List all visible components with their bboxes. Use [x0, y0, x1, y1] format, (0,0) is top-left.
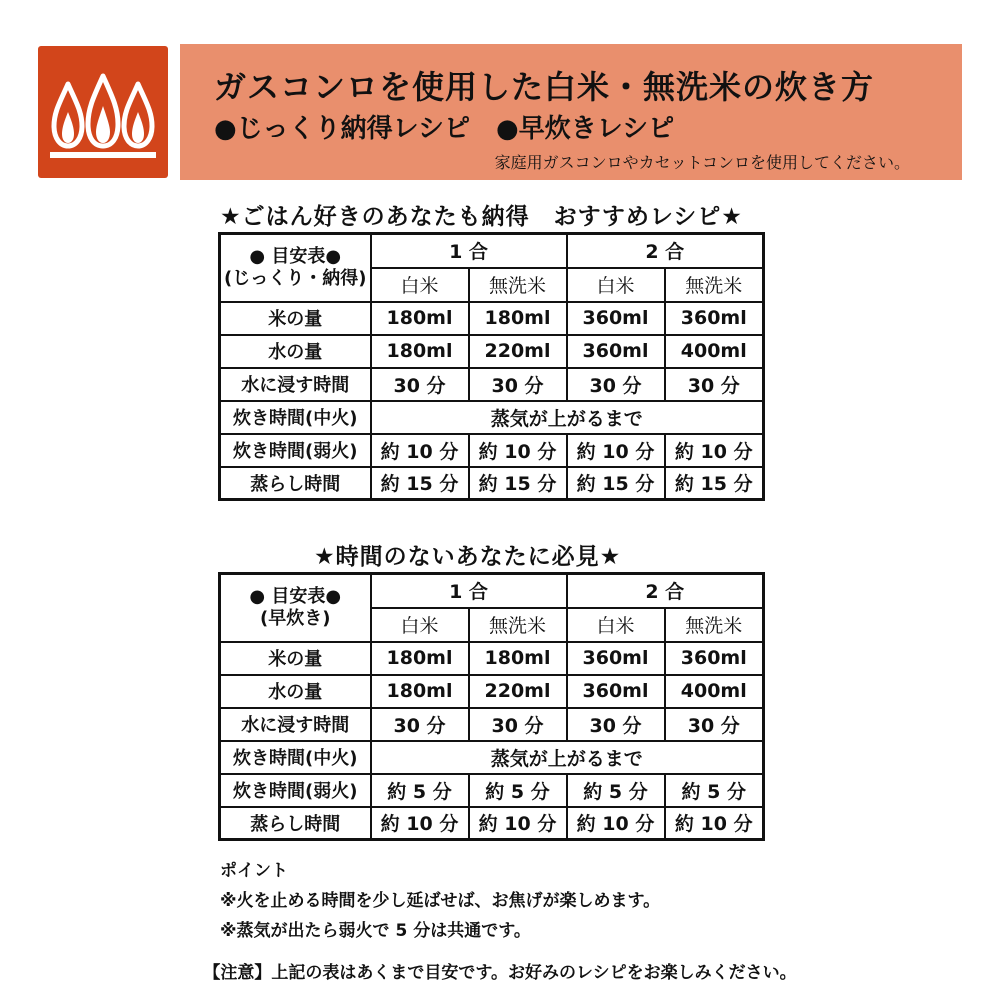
subtitle-slow-recipe: ●じっくり納得レシピ — [214, 114, 471, 144]
points-section — [220, 856, 660, 946]
recipe-types — [214, 108, 674, 145]
table-cell: 30 分 — [371, 708, 469, 741]
table-cell: 約 15 分 — [567, 467, 665, 500]
table-row — [220, 774, 764, 807]
table-corner: ● 目安表● (早炊き) — [220, 574, 371, 642]
gas-burner-flame-icon — [38, 46, 168, 178]
table-cell: 約 10 分 — [469, 807, 567, 840]
column-header: 無洗米 — [665, 608, 764, 642]
column-header: 無洗米 — [665, 268, 764, 302]
table-cell: 220ml — [469, 335, 567, 368]
table-cell: 360ml — [567, 642, 665, 675]
table-cell: 約 10 分 — [567, 807, 665, 840]
table-cell: 約 5 分 — [567, 774, 665, 807]
table-cell: 180ml — [371, 675, 469, 708]
row-label: 炊き時間(弱火) — [220, 434, 371, 467]
row-label: 米の量 — [220, 302, 371, 335]
group-header-1go: 1 合 — [371, 574, 567, 608]
table-row — [220, 807, 764, 840]
table-cell: 30 分 — [567, 368, 665, 401]
row-label: 水に浸す時間 — [220, 368, 371, 401]
recipe-table-quick — [218, 572, 765, 841]
row-label: 米の量 — [220, 642, 371, 675]
table-cell: 約 5 分 — [371, 774, 469, 807]
point-item: ※蒸気が出たら弱火で 5 分は共通です。 — [220, 921, 531, 941]
table-cell: 360ml — [567, 302, 665, 335]
table-row — [220, 401, 764, 434]
table-cell: 30 分 — [665, 708, 764, 741]
table-cell: 約 15 分 — [469, 467, 567, 500]
table-cell: 360ml — [665, 642, 764, 675]
column-header: 無洗米 — [469, 608, 567, 642]
row-label: 炊き時間(中火) — [220, 741, 371, 774]
table-cell: 400ml — [665, 675, 764, 708]
table-row — [220, 642, 764, 675]
table-cell: 180ml — [371, 335, 469, 368]
table-cell: 約 10 分 — [567, 434, 665, 467]
table-cell: 180ml — [371, 642, 469, 675]
point-item: ※火を止める時間を少し延ばせば、お焦げが楽しめます。 — [220, 891, 661, 911]
table-cell: 約 15 分 — [665, 467, 764, 500]
table-cell: 180ml — [469, 302, 567, 335]
gas-burner-badge — [38, 46, 168, 178]
disclaimer-notice: 【注意】上記の表はあくまで目安です。お好みのレシピをお楽しみください。 — [203, 963, 797, 983]
row-label: 水に浸す時間 — [220, 708, 371, 741]
table-cell: 30 分 — [469, 708, 567, 741]
row-label: 水の量 — [220, 335, 371, 368]
column-header: 白米 — [567, 268, 665, 302]
table-cell: 約 10 分 — [665, 434, 764, 467]
table-row — [220, 675, 764, 708]
table-row — [220, 335, 764, 368]
table-row — [220, 368, 764, 401]
table-cell: 30 分 — [567, 708, 665, 741]
group-header-2go: 2 合 — [567, 234, 764, 268]
row-label: 炊き時間(弱火) — [220, 774, 371, 807]
group-header-2go: 2 合 — [567, 574, 764, 608]
table-cell: 180ml — [371, 302, 469, 335]
column-header: 白米 — [371, 608, 469, 642]
table-cell: 約 5 分 — [469, 774, 567, 807]
table-corner: ● 目安表● (じっくり・納得) — [220, 234, 371, 302]
row-label: 蒸らし時間 — [220, 807, 371, 840]
row-label: 水の量 — [220, 675, 371, 708]
header-banner — [180, 44, 962, 180]
stove-note: 家庭用ガスコンロやカセットコンロを使用してください。 — [494, 153, 910, 172]
page-title: ガスコンロを使用した白米・無洗米の炊き方 — [214, 68, 875, 106]
column-header: 無洗米 — [469, 268, 567, 302]
table-cell: 30 分 — [665, 368, 764, 401]
table-cell: 約 10 分 — [665, 807, 764, 840]
table-cell: 約 5 分 — [665, 774, 764, 807]
table-cell: 約 10 分 — [371, 807, 469, 840]
table-row — [220, 434, 764, 467]
column-header: 白米 — [567, 608, 665, 642]
table-cell: 約 15 分 — [371, 467, 469, 500]
table-cell: 360ml — [665, 302, 764, 335]
table-cell: 400ml — [665, 335, 764, 368]
table-row — [220, 467, 764, 500]
table-row — [220, 708, 764, 741]
merged-cell: 蒸気が上がるまで — [371, 401, 764, 434]
table-cell: 360ml — [567, 335, 665, 368]
points-heading: ポイント — [220, 861, 288, 881]
table-cell: 30 分 — [371, 368, 469, 401]
table-cell: 360ml — [567, 675, 665, 708]
recipe-table-slow — [218, 232, 765, 501]
section-title-quick: ★時間のないあなたに必見★ — [314, 544, 622, 570]
table-row — [220, 741, 764, 774]
table-cell: 30 分 — [469, 368, 567, 401]
row-label: 蒸らし時間 — [220, 467, 371, 500]
table-cell: 約 10 分 — [371, 434, 469, 467]
table-cell: 180ml — [469, 642, 567, 675]
subtitle-quick-recipe: ●早炊きレシピ — [496, 114, 675, 144]
merged-cell: 蒸気が上がるまで — [371, 741, 764, 774]
table-cell: 約 10 分 — [469, 434, 567, 467]
table-cell: 220ml — [469, 675, 567, 708]
section-title-recommended: ★ごはん好きのあなたも納得 おすすめレシピ★ — [220, 204, 743, 230]
column-header: 白米 — [371, 268, 469, 302]
row-label: 炊き時間(中火) — [220, 401, 371, 434]
group-header-1go: 1 合 — [371, 234, 567, 268]
table-row — [220, 302, 764, 335]
